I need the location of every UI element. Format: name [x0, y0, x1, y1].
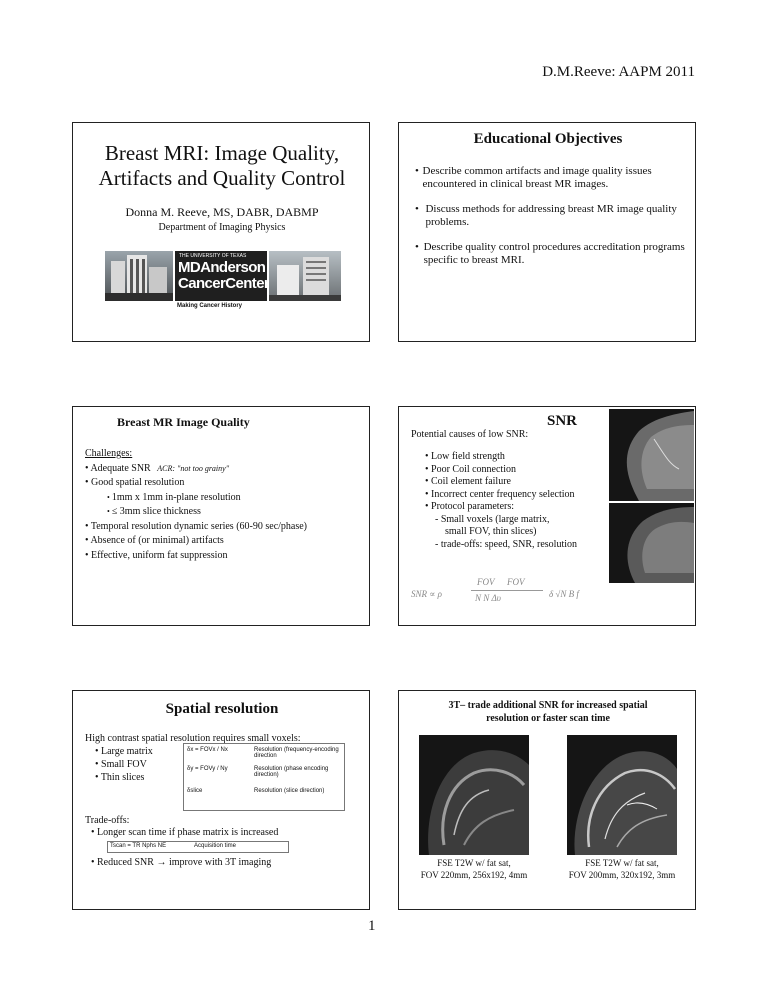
challenge-item: • Adequate SNR ACR: "not too grainy" [85, 462, 230, 474]
objective-item: • Describe common artifacts and image quality issues encountered in clinical breast MR images. [415, 165, 652, 190]
challenge-subitem: • 1mm x 1mm in-plane resolution [107, 491, 241, 503]
mri-image-1p5t [419, 735, 529, 855]
tradeoffs-label: Trade-offs: [85, 815, 130, 826]
slide-spatial-resolution [72, 690, 370, 910]
page-number: 1 [368, 918, 376, 934]
slide-objectives [398, 122, 696, 342]
logo-tagline: Making Cancer History [177, 303, 243, 309]
slide6-title-line1: 3T– trade additional SNR for increased spatial [448, 700, 648, 711]
resolution-table: δx = FOVx / Nx Resolution (frequency-encoding direction δy = FOVy / Ny Resolution (phase encoding direction) δslice Resolution (slice direction) [183, 743, 345, 811]
challenge-subitem: • ≤ 3mm slice thickness [107, 506, 201, 517]
caption-2-line1: FSE T2W w/ fat sat, [585, 858, 659, 868]
resolution-bullet: • Large matrix [95, 746, 153, 757]
snr-formula: SNR ∝ ρ FOV FOV N N Δυ δ √N B f [411, 577, 579, 603]
snr-cause: • Coil element failure [425, 476, 511, 487]
snr-cause: • Incorrect center frequency selection [425, 488, 575, 500]
slide4-title: SNR [547, 413, 578, 429]
slide6-title-line2: resolution or faster scan time [486, 713, 610, 724]
challenge-item: • Good spatial resolution [85, 477, 185, 488]
snr-cause: • Poor Coil connection [425, 463, 516, 475]
author-name: Donna M. Reeve, MS, DABR, DABMP [125, 205, 319, 219]
resolution-intro: High contrast spatial resolution requires small voxels: [85, 733, 301, 744]
challenge-item: • Effective, uniform fat suppression [85, 549, 228, 561]
snr-cause: - trade-offs: speed, SNR, resolution [435, 538, 578, 550]
building-photo-left [105, 251, 173, 301]
snr-cause: small FOV, thin slices) [445, 526, 537, 537]
snr-cause: • Protocol parameters: [425, 501, 515, 512]
challenge-item: • Temporal resolution dynamic series (60-90 sec/phase) [85, 520, 308, 532]
snr-intro: Potential causes of low SNR: [411, 429, 529, 440]
mri-image-3t [567, 735, 677, 855]
breast-mri-image-bottom [609, 503, 694, 583]
page-header: D.M.Reeve: AAPM 2011 [542, 64, 695, 80]
caption-2-line2: FOV 200mm, 320x192, 3mm [568, 870, 676, 880]
tradeoff-item: • Longer scan time if phase matrix is increased [91, 827, 279, 838]
scan-time-box: Tscan = TR Nphs NE Acquisition time [107, 841, 289, 853]
department-name: Department of Imaging Physics [158, 222, 286, 233]
caption-1-line2: FOV 220mm, 256x192, 4mm [420, 870, 528, 880]
tradeoff-item: • Reduced SNR → improve with 3T imaging [91, 857, 272, 868]
snr-cause: - Small voxels (large matrix, [435, 513, 550, 525]
mdanderson-logo: THE UNIVERSITY OF TEXAS MDAnderson CancerCenter [175, 251, 267, 301]
resolution-bullet: • Small FOV [95, 759, 147, 770]
breast-mri-image-top [609, 409, 694, 501]
objective-item: • Describe quality control procedures accreditation programs specific to breast MRI. [415, 241, 685, 266]
slide1-title-line1: Breast MRI: Image Quality, [104, 141, 340, 165]
snr-cause: • Low field strength [425, 451, 505, 462]
slide-image-quality [72, 406, 370, 626]
slide-title [72, 122, 370, 342]
challenge-item: • Absence of (or minimal) artifacts [85, 535, 224, 546]
slide-snr [398, 406, 696, 626]
slide2-title: Educational Objectives [473, 131, 623, 147]
slide-3t [398, 690, 696, 910]
building-photo-right [269, 251, 341, 301]
caption-1-line1: FSE T2W w/ fat sat, [437, 858, 511, 868]
slide1-title-line2: Artifacts and Quality Control [98, 166, 346, 190]
resolution-bullet: • Thin slices [95, 772, 145, 783]
objective-item: • Discuss methods for addressing breast MR image quality problems. [415, 203, 677, 228]
slide3-title: Breast MR Image Quality [117, 415, 250, 429]
slide5-title: Spatial resolution [165, 701, 279, 717]
challenges-label: Challenges: [85, 448, 133, 459]
